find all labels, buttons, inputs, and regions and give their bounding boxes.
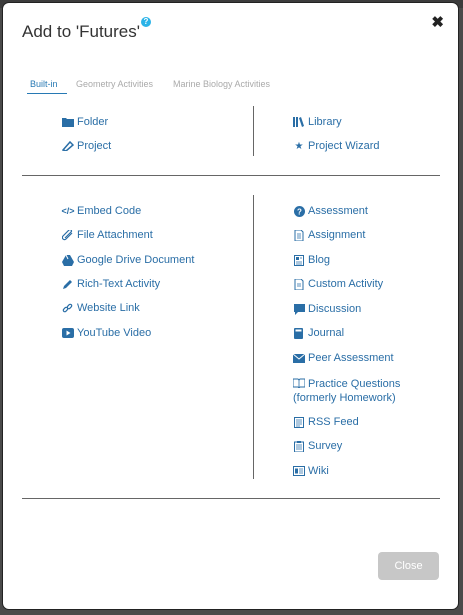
paperclip-icon xyxy=(62,229,74,241)
star-icon: ★ xyxy=(294,140,304,152)
clipboard-icon xyxy=(293,440,305,452)
blog-icon xyxy=(293,254,305,266)
item-google-drive-document[interactable]: Google Drive Document xyxy=(62,254,194,266)
code-icon: </> xyxy=(61,206,75,216)
google-drive-icon xyxy=(62,254,74,266)
svg-text:?: ? xyxy=(296,207,302,216)
item-project[interactable]: Project xyxy=(62,140,111,152)
item-custom-activity[interactable]: Custom Activity xyxy=(293,278,383,290)
item-folder[interactable]: Folder xyxy=(62,116,108,128)
question-icon xyxy=(293,205,305,217)
section2-divider xyxy=(253,195,254,479)
youtube-icon xyxy=(62,327,74,339)
link-icon xyxy=(62,302,74,314)
add-activity-dialog xyxy=(3,3,458,609)
item-practice-questions[interactable]: Practice Questions (formerly Homework) xyxy=(293,378,401,404)
item-project-wizard[interactable]: ★ Project Wizard xyxy=(294,140,380,152)
item-blog[interactable]: Blog xyxy=(293,254,330,266)
item-rss-feed[interactable]: RSS Feed xyxy=(293,416,359,428)
item-survey[interactable]: Survey xyxy=(293,440,342,452)
item-peer-assessment[interactable]: Peer Assessment xyxy=(293,352,394,364)
project-icon xyxy=(62,140,74,152)
custom-document-icon xyxy=(293,278,305,290)
footer-separator xyxy=(22,498,440,499)
speech-bubble-icon xyxy=(293,303,305,315)
book-open-icon xyxy=(293,378,305,390)
tab-marine-biology-activities[interactable]: Marine Biology Activities xyxy=(173,79,271,89)
rss-icon xyxy=(293,416,305,428)
journal-icon xyxy=(293,327,305,339)
dialog-title: Add to 'Futures' xyxy=(22,22,140,41)
pencil-icon xyxy=(62,278,74,290)
document-icon xyxy=(293,229,305,241)
item-file-attachment[interactable]: File Attachment xyxy=(62,229,153,241)
close-button[interactable]: Close xyxy=(378,552,439,580)
item-youtube-video[interactable]: YouTube Video xyxy=(62,327,151,339)
item-assessment[interactable]: ? Assessment xyxy=(293,205,368,217)
folder-icon xyxy=(62,116,74,128)
item-discussion[interactable]: Discussion xyxy=(293,303,361,315)
section1-divider xyxy=(253,106,254,156)
active-tab-underline xyxy=(27,93,67,94)
peer-assessment-icon xyxy=(293,352,305,364)
question-circle-icon[interactable]: ? xyxy=(141,17,151,27)
item-journal[interactable]: Journal xyxy=(293,327,344,339)
item-assignment[interactable]: Assignment xyxy=(293,229,365,241)
item-website-link[interactable]: Website Link xyxy=(62,302,140,314)
wiki-icon xyxy=(293,465,305,477)
close-icon[interactable]: ✖ xyxy=(431,14,444,31)
section-separator xyxy=(22,175,440,176)
item-wiki[interactable]: Wiki xyxy=(293,465,329,477)
library-icon xyxy=(293,116,305,128)
tab-built-in[interactable]: Built-in xyxy=(30,79,58,89)
item-library[interactable]: Library xyxy=(293,116,342,128)
item-rich-text-activity[interactable]: Rich-Text Activity xyxy=(62,278,160,290)
item-embed-code[interactable]: </> Embed Code xyxy=(61,205,142,217)
tab-geometry-activities[interactable]: Geometry Activities xyxy=(76,79,154,89)
